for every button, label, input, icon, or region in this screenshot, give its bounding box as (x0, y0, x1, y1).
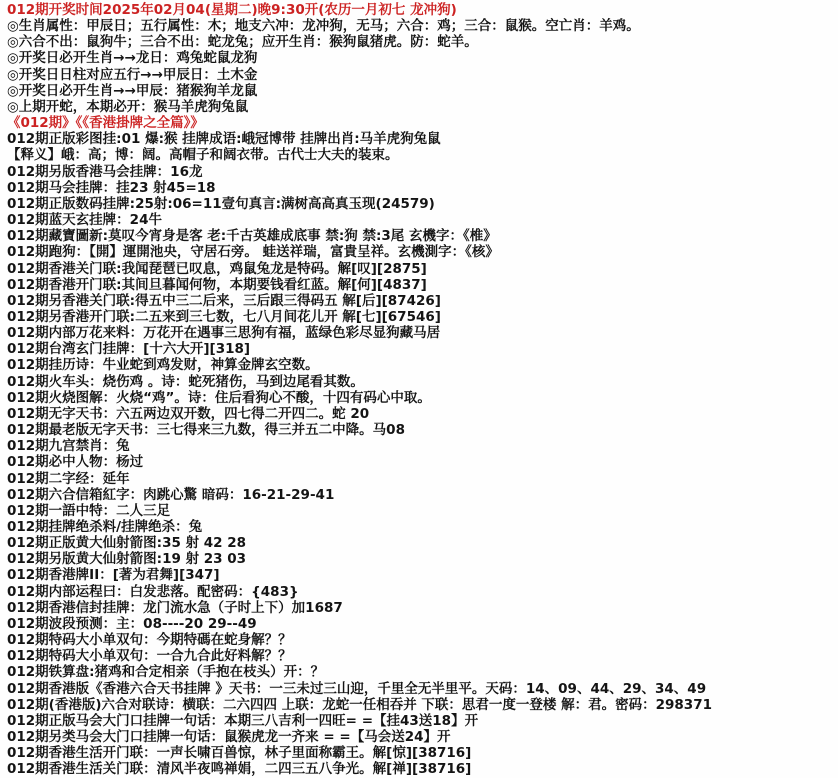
text-line: 012期挂牌绝杀料/挂牌绝杀：兔 (7, 519, 203, 535)
text-line: ◎开奖日必开生肖→→龙日：鸡兔蛇鼠龙狗 (7, 50, 258, 67)
text-line: 012期台湾玄门挂牌：[十六大开][318] (7, 341, 251, 358)
text-line: 012期香港生活关门联：清风半夜鸣禅娟，二四三五八争光。解[禅][38716] (7, 761, 472, 778)
text-line: 012期香港牌II：[著为君舞][347] (7, 567, 220, 584)
text-line: 012期铁算盘:猪鸡和合定相亲（手抱在枝头）开：？ (7, 664, 325, 681)
text-line: 012期无字天书：六五两边双开数，四七得二开四二。蛇 20 (7, 405, 370, 422)
text-line: ◎开奖日必开生肖→→甲辰：猪猴狗羊龙鼠 (7, 82, 258, 99)
text-line: 012期香港关门联:我闻琵琶已叹息，鸡鼠兔龙是特码。解[叹][2875] (7, 260, 427, 277)
text-line: 012期必中人物：杨过 (7, 454, 144, 471)
text-line: 012期二字经：延年 (7, 470, 130, 487)
text-line: 012期内部运程曰：白发悲落。配密码：{483} (7, 583, 299, 600)
lines-container (7, 2, 838, 778)
text-line: 012期六合信箱紅字：肉跳心驚 暗码：16-21-29-41 (7, 486, 335, 503)
text-line: 012期火车头：烧伤鸡 。诗：蛇死猪伤，马到边尾看其数。 (7, 373, 364, 390)
text-line: ◎上期开蛇，本期必开：猴马羊虎狗兔鼠 (7, 98, 249, 115)
text-line: 012期另版黄大仙射箭图:19 射 23 03 (7, 551, 247, 568)
text-line: 012期特码大小单双句：一合九合此好料解？？ (7, 648, 292, 665)
text-line: 012期一語中特：二人三足 (7, 502, 171, 519)
text-line: 012期正版马会大门口挂牌一句话：本期三八吉利一四旺= =【挂43送18】开 (7, 712, 479, 729)
text-line: 012期另香港关门联:得五中三二后来，三后跟三得码五 解[后][87426] (7, 292, 441, 309)
text-line: 012期最老版无字天书：三七得来三九数，得三并五二中降。马08 (7, 422, 405, 439)
text-line: 012期蓝天玄挂牌：24牛 (7, 212, 162, 229)
text-line: 012期正版数码挂牌:25射:06=11壹句真言:满树高高真玉现(24579) (7, 195, 435, 212)
text-line: 012期内部万花来料：万花开在遇事三思狗有福，蓝绿色彩尽显狗藏马居 (7, 325, 441, 342)
text-line: 012期开奖时间2025年02月04(星期二)晚9:30开(农历一月初七 龙冲狗) (7, 2, 457, 18)
text-line: 012期另版香港马会挂牌：16龙 (7, 163, 203, 180)
text-line: 012期波段预测：主：08----20 29--49 (7, 615, 257, 632)
text-line: ◎开奖日日柱对应五行→→甲辰日：土木金 (7, 66, 258, 83)
text-line: 《012期》《《香港掛牌之全篇》》 (7, 115, 204, 132)
text-line: 012期香港开门联:其间旦暮闻何物，本期要钱看红蓝。解[何][4837] (7, 276, 427, 293)
text-line: 012期另类马会大门口挂牌一句话：鼠猴虎龙一齐来 = =【马会送24】开 (7, 729, 451, 746)
text-line: 012期正版彩图挂:01 爆:猴 挂牌成语:峨冠博带 挂牌出肖:马羊虎狗兔鼠 (7, 131, 441, 148)
text-line: 012期马会挂牌：挂23 射45=18 (7, 179, 216, 196)
text-line: 012期挂历诗：牛业蛇到鸡发财，神算金牌玄空数。 (7, 357, 319, 374)
text-line: 012期特码大小单双句：今期特碼在蛇身解？？ (7, 632, 292, 649)
text-line: 012期跑狗：【開】運開池央，守居石旁。 蛙送祥瑞，富貴呈祥。玄機測字：《核》 (7, 244, 499, 261)
text-line: 012期正版黄大仙射箭图:35 射 42 28 (7, 535, 247, 552)
text-line: ◎生肖属性：甲辰日；五行属性：木；地支六冲：龙冲狗，无马；六合：鸡；三合：鼠猴。空亡肖：羊鸡。 (7, 18, 640, 35)
text-line: 012期藏寶圖新:莫叹今宵身是客 老:千古英雄成底事 禁:狗 禁:3尾 玄機字：《椎》 (7, 228, 497, 245)
text-line: 012期火烧图解：火烧“鸡”。诗：住后看狗心不酸，十四有码心中取。 (7, 389, 431, 406)
text-line: ◎六合不出：鼠狗牛；三合不出：蛇龙兔；应开生肖：猴狗鼠猪虎。防：蛇羊。 (7, 34, 478, 51)
text-line: 012期香港生活开门联：一声长啸百兽惊，林子里面称霸王。解[惊][38716] (7, 745, 472, 762)
text-line: 012期香港信封挂牌：龙门流水急（子时上下）加1687 (7, 599, 343, 616)
text-line: 012期九宫禁肖：兔 (7, 438, 130, 455)
text-line: 【释义】峨：高；博：阔。高帽子和阔衣带。古代士大夫的装束。 (7, 147, 399, 164)
text-line: 012期(香港版)六合对联诗：横联：二六四四 上联：龙蛇一任相吞并 下联：思君一度一登楼 解：君。密码：298371 (7, 696, 712, 713)
text-line: 012期另香港开门联:二五来到三七数，七八月间花儿开 解[七][67546] (7, 308, 441, 325)
text-line: 012期香港版《香港六合天书挂牌 》天书：一三未过三山迎，千里全无半里平。天码：14、09、44、29、34、49 (7, 680, 707, 697)
